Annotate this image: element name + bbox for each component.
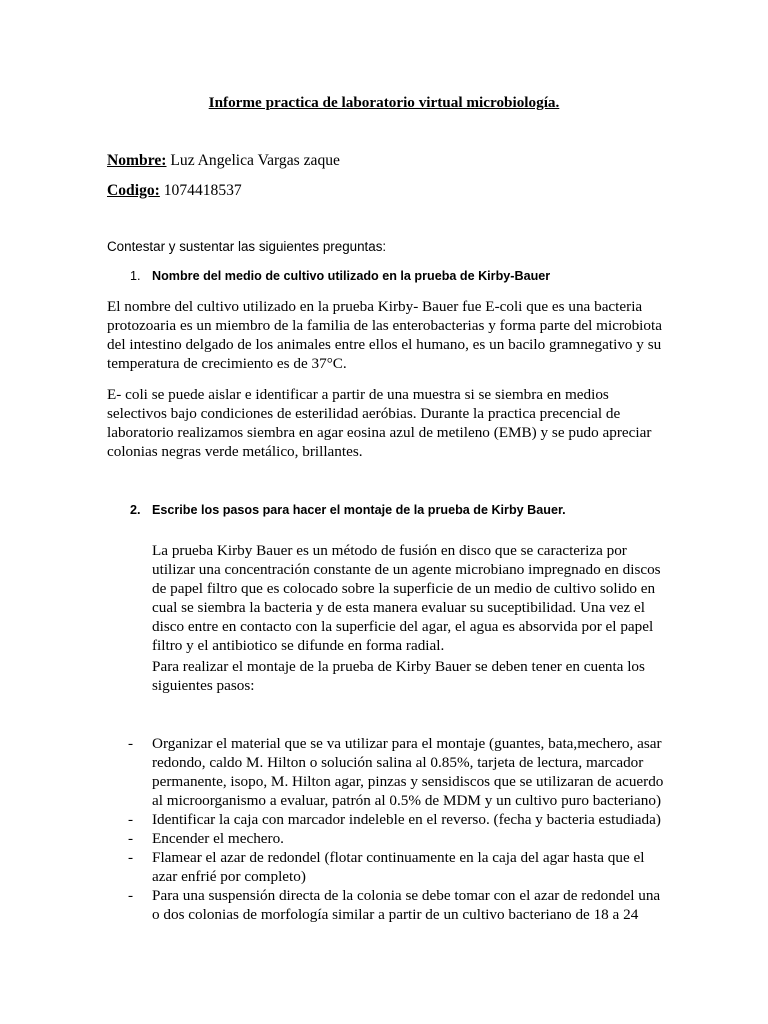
question-1-text: Nombre del medio de cultivo utilizado en la prueba de Kirby-Bauer [152,269,551,283]
document-title: Informe practica de laboratorio virtual microbiología. [208,94,560,111]
question-2-heading [130,503,566,517]
list-item-text: Encender el mechero. [152,830,284,847]
question-1-answer-paragraph-1: El nombre del cultivo utilizado en la prueba Kirby- Bauer fue E-coli que es una bacteria protozoaria es un miembro de la familia de las enterobacterias y forma parte del microbiota del intestino delgado de los animales entre ellos el humano, es un bacilo gramnegativo y su temperatura de crecimiento es de 37°C. [107,298,662,372]
list-bullet: - [128,887,134,904]
list-item [107,886,667,924]
code-value: 1074418537 [159,182,242,199]
question-2-number: 2. [130,503,141,517]
list-bullet: - [128,735,134,752]
name-value: Luz Angelica Vargas zaque [166,152,340,169]
steps-list [107,734,667,924]
code-field [107,181,242,200]
question-1-answer-paragraph-2: E- coli se puede aislar e identificar a partir de una muestra si se siembra en medios selectivos bajo condiciones de esterilidad aeróbias. Durante la practica precencial de laboratorio realizamos siembra en agar eosina azul de metileno (EMB) y se pudo apreciar colonias negras verde metálico, brillantes. [107,386,652,460]
name-field [107,151,340,170]
list-bullet: - [128,830,134,847]
question-2-answer-paragraph-1: La prueba Kirby Bauer es un método de fusión en disco que se caracteriza por utilizar una concentración constante de un agente microbiano impregnado en discos de papel filtro que es colocado sobre la superficie de un medio de cultivo solido en cual se siembra la bacteria y de esta manera evaluar su suceptibilidad. Una vez el disco entre en contacto con la superficie del agar, el agua es absorvida por el papel filtro y el antibiotico se difunde en forma radial. [152,542,661,654]
intro-text: Contestar y sustentar las siguientes preguntas: [107,239,387,254]
list-item-text: Identificar la caja con marcador indeleble en el reverso. (fecha y bacteria estudiada) [152,811,661,828]
list-item-text: Organizar el material que se va utilizar para el montaje (guantes, bata,mechero, asar redondo, caldo M. Hilton o solución salina al 0.85%, tarjeta de lectura, marcador permanente, isopo, M. Hilton agar, pinzas y sensidiscos que se utilizaran de acuerdo al microorganismo a evaluar, patrón al 0.5% de MDM y un cultivo puro bacteriano) [152,735,664,809]
list-bullet: - [128,849,134,866]
list-item [107,810,667,829]
question-2-text: Escribe los pasos para hacer el montaje de la prueba de Kirby Bauer. [152,503,566,517]
list-bullet: - [128,811,134,828]
list-item [107,848,667,886]
list-item-text: Para una suspensión directa de la colonia se debe tomar con el azar de redondel una o dos colonias de morfología similar a partir de un cultivo bacteriano de 18 a 24 [152,887,661,923]
name-label: Nombre: [107,152,167,169]
list-item [107,829,667,848]
question-1-number: 1. [130,269,141,283]
question-1-heading [130,269,550,283]
code-label: Codigo: [107,182,160,199]
question-2-answer-paragraph-2: Para realizar el montaje de la prueba de Kirby Bauer se deben tener en cuenta los siguientes pasos: [152,658,645,694]
list-item [107,734,667,810]
list-item-text: Flamear el azar de redondel (flotar continuamente en la caja del agar hasta que el azar enfrié por completo) [152,849,645,885]
